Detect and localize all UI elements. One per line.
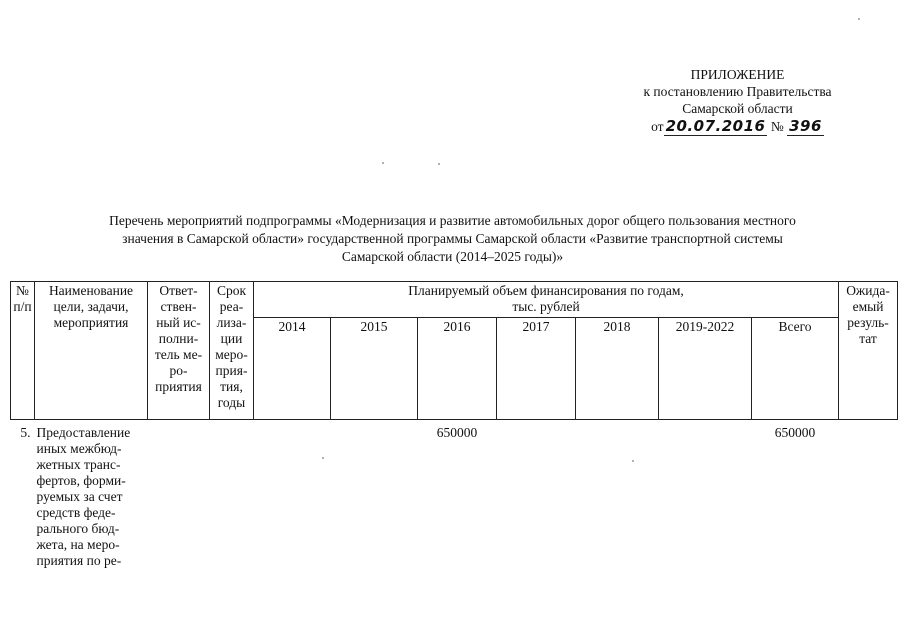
decree-date-number: [600, 118, 875, 135]
header-responsible: Ответ- ствен- ный ис- полни- тель ме- ро- приятия: [148, 282, 210, 420]
row-term: [210, 420, 254, 570]
header-result: Ожида- емый резуль- тат: [839, 282, 898, 420]
measures-table: [10, 281, 898, 569]
number-prefix: №: [770, 119, 784, 134]
appendix-title: ПРИЛОЖЕНИЕ: [690, 67, 785, 82]
row-y2018: [576, 420, 659, 570]
row-y2019-2022: [659, 420, 752, 570]
row-y2014: [254, 420, 331, 570]
header-year-2016: 2016: [418, 318, 497, 420]
header-year-2019-2022: 2019-2022: [659, 318, 752, 420]
row-y2016: 650000: [436, 425, 478, 440]
header-year-2017: 2017: [497, 318, 576, 420]
header-year-2018: 2018: [576, 318, 659, 420]
header-funding: Планируемый объем финансирования по годам, тыс. рублей: [254, 282, 839, 318]
appendix-region: Самарской области: [682, 101, 793, 116]
handwritten-number: 396: [789, 117, 822, 135]
row-responsible: [148, 420, 210, 570]
date-prefix: от: [651, 119, 664, 134]
title-line-3: Самарской области (2014–2025 годы)»: [341, 249, 564, 264]
scan-speck: [438, 163, 440, 165]
table-row: [11, 420, 898, 570]
row-total: 650000: [774, 425, 816, 440]
scan-speck: [858, 18, 860, 20]
header-year-2014: 2014: [254, 318, 331, 420]
appendix-subtitle: к постановлению Правительства: [643, 84, 832, 99]
row-name: Предоставление иных межбюд- жетных транс- фертов, форми- руемых за счет средств феде- рального бюд- жета, на меро- приятия по ре-: [36, 425, 131, 568]
handwritten-date: 20.07.2016: [665, 117, 766, 135]
header-name: Наименование цели, задачи, мероприятия: [35, 282, 148, 420]
scan-speck: [382, 162, 384, 164]
title-line-1: Перечень мероприятий подпрограммы «Модернизация и развитие автомобильных дорог общего пользования местного: [109, 213, 796, 228]
row-result: [839, 420, 898, 570]
row-y2017: [497, 420, 576, 570]
title-line-2: значения в Самарской области» государственной программы Самарской области «Развитие транспортной системы: [122, 231, 783, 246]
appendix-header: [600, 66, 875, 135]
document-title: [20, 212, 885, 266]
row-num: 5.: [20, 425, 31, 440]
row-y2015: [331, 420, 418, 570]
header-year-2015: 2015: [331, 318, 418, 420]
header-total: Всего: [752, 318, 839, 420]
header-term: Срок реа- лиза- ции меро- прия- тия, годы: [210, 282, 254, 420]
header-num: № п/п: [11, 282, 35, 420]
